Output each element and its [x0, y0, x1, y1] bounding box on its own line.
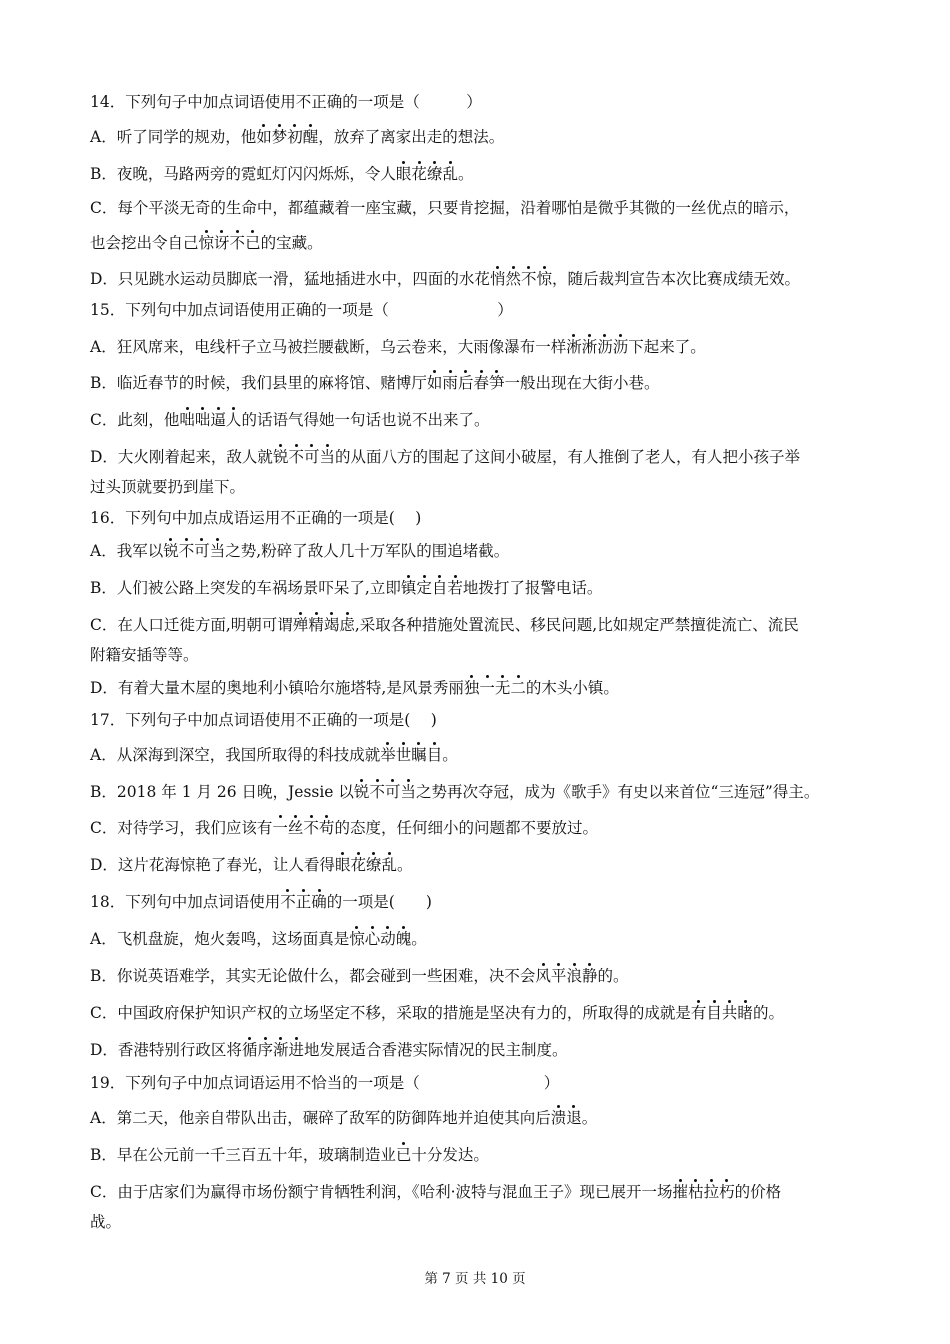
emphasized-phrase: 一丝不苟	[272, 819, 335, 837]
text-line	[90, 540, 865, 562]
text-segment: ,采取各种措施处置流民、移民问题,比如规定严禁擅徙流亡、流民	[354, 616, 799, 634]
text-segment: 。	[397, 856, 413, 874]
text-segment: 下起来了。	[628, 338, 706, 356]
emphasized-phrase: 已	[395, 1146, 412, 1164]
text-line	[90, 1181, 865, 1203]
text-segment: 的从面八方的围起了这间小破屋，有人推倒了老人，有人把小孩子举	[335, 448, 801, 466]
emphasized-phrase: 如梦初醒	[256, 128, 319, 146]
text-line	[90, 1211, 865, 1233]
text-segment: 的。	[597, 967, 629, 985]
text-segment: D．有着大量木屋的奥地利小镇哈尔施塔特,是风景秀丽	[90, 679, 464, 697]
text-line	[90, 1107, 865, 1129]
emphasized-phrase: 溃退	[550, 1109, 582, 1127]
text-segment: 。	[581, 1109, 598, 1127]
text-segment: 。	[411, 930, 427, 948]
text-line	[90, 197, 865, 219]
text-segment: 十分发达。	[411, 1146, 489, 1164]
text-line	[90, 817, 865, 839]
emphasized-phrase: 悄然不惊	[489, 270, 552, 288]
text-segment: 的宝藏。	[260, 234, 323, 252]
text-segment: B．夜晚，马路两旁的霓虹灯闪闪烁烁，令人	[90, 165, 396, 183]
text-segment: C．中国政府保护知识产权的立场坚定不移，采取的措施是坚决有力的，所取得的成就是	[90, 1004, 691, 1022]
text-line	[90, 928, 865, 950]
emphasized-phrase: 锐不可当	[163, 542, 226, 560]
emphasized-phrase: 殚精竭虑	[292, 616, 355, 634]
emphasized-phrase: 惊心动魄	[349, 930, 412, 948]
text-segment: B．你说英语难学，其实无论做什么，都会碰到一些困难，决不会	[90, 967, 536, 985]
text-segment: 附籍安插等等。	[90, 646, 199, 664]
emphasized-phrase: 锐不可当	[353, 783, 416, 801]
emphasized-phrase: 不正确	[280, 893, 327, 911]
text-segment: C．由于店家们为赢得市场份额宁肯牺牲利润，《哈利·波特与混血王子》现已展开一场	[90, 1183, 673, 1201]
text-line	[90, 1039, 865, 1061]
emphasized-phrase: 有目共睹	[690, 1004, 753, 1022]
text-segment: 的一项是( )	[326, 893, 432, 911]
emphasized-phrase: 摧枯拉朽	[672, 1183, 735, 1201]
text-segment: 19．下列句子中加点词语运用不恰当的一项是（ ）	[90, 1074, 560, 1092]
text-segment: 。	[457, 165, 474, 183]
text-segment: 14．下列句子中加点词语使用不正确的一项是（ ）	[90, 93, 482, 111]
text-line	[90, 965, 865, 987]
text-line	[90, 614, 865, 636]
text-line	[90, 476, 865, 498]
text-segment: A．飞机盘旋，炮火轰鸣，这场面真是	[90, 930, 350, 948]
text-segment: ，随后裁判宣告本次比赛成绩无效。	[552, 270, 801, 288]
emphasized-phrase: 如雨后春笋	[426, 374, 505, 392]
text-segment: C．此刻，他	[90, 411, 180, 429]
text-segment: D．大火刚着起来，敌人就	[90, 448, 273, 466]
emphasized-phrase: 咄咄逼人	[179, 411, 242, 429]
text-segment: B．临近春节的时候，我们县里的麻将馆、赌博厅	[90, 374, 427, 392]
text-segment: 的价格	[734, 1183, 782, 1201]
emphasized-phrase: 眼花缭乱	[395, 165, 458, 183]
text-line	[90, 709, 865, 731]
text-line	[90, 854, 865, 876]
text-segment: 过头顶就要扔到崖下。	[90, 478, 246, 496]
text-line	[90, 299, 865, 321]
text-line	[90, 507, 865, 529]
text-line	[90, 409, 865, 431]
text-segment: 18．下列句中加点词语使用	[90, 893, 281, 911]
text-segment: D．这片花海惊艳了春光，让人看得	[90, 856, 335, 874]
text-segment: B．2018 年 1 月 26 日晚，Jessie 以	[90, 783, 354, 801]
text-segment: A．听了同学的规劝，他	[90, 128, 257, 146]
text-segment: 之势,粉碎了敌人几十万军队的围追堵截。	[225, 542, 510, 560]
text-line	[90, 677, 865, 699]
text-line	[90, 1144, 865, 1166]
text-segment: 的。	[752, 1004, 784, 1022]
text-line	[90, 268, 865, 290]
text-segment: 也会挖出令自己	[90, 234, 199, 252]
text-segment: 的话语气得她一句话也说不出来了。	[241, 411, 490, 429]
text-line	[90, 891, 865, 913]
emphasized-phrase: 风平浪静	[535, 967, 598, 985]
text-segment: 的态度，任何细小的问题都不要放过。	[334, 819, 598, 837]
text-line	[90, 163, 865, 185]
text-segment: 。	[442, 746, 458, 764]
text-segment: 17．下列句子中加点词语使用不正确的一项是( )	[90, 711, 437, 729]
text-segment: 战。	[90, 1213, 122, 1231]
text-segment: 地发展适合香港实际情况的民主制度。	[304, 1041, 568, 1059]
emphasized-phrase: 举世瞩目	[380, 746, 443, 764]
text-segment: A．从深海到深空，我国所取得的科技成就	[90, 746, 381, 764]
text-line	[90, 1072, 865, 1094]
text-segment: C．对待学习，我们应该有	[90, 819, 273, 837]
text-segment: C．每个平淡无奇的生命中，都蕴藏着一座宝藏，只要肯挖掘，沿着哪怕是微乎其微的一丝优点的暗示，	[90, 199, 800, 217]
emphasized-phrase: 锐不可当	[272, 448, 335, 466]
text-segment: 之势再次夺冠，成为《歌手》有史以来首位“三连冠”得主。	[415, 783, 820, 801]
text-segment: 一般出现在大街小巷。	[504, 374, 660, 392]
text-segment: 地拨打了报警电话。	[462, 579, 603, 597]
text-line	[90, 1002, 865, 1024]
text-segment: 16．下列句中加点成语运用不正确的一项是( )	[90, 509, 422, 527]
text-segment: D．只见跳水运动员脚底一滑，猛地插进水中，四面的水花	[90, 270, 490, 288]
text-line	[90, 372, 865, 394]
text-line	[90, 744, 865, 766]
text-line	[90, 232, 865, 254]
text-segment: A．我军以	[90, 542, 164, 560]
text-segment: D．香港特别行政区将	[90, 1041, 242, 1059]
text-line	[90, 336, 865, 358]
text-segment: 的木头小镇。	[525, 679, 619, 697]
emphasized-phrase: 惊讶不已	[198, 234, 261, 252]
text-line	[90, 577, 865, 599]
text-line	[90, 644, 865, 666]
emphasized-phrase: 镇定自若	[400, 579, 463, 597]
text-segment: C．在人口迁徙方面,明朝可谓	[90, 616, 293, 634]
emphasized-phrase: 独一无二	[463, 679, 526, 697]
text-segment: B．人们被公路上突发的车祸场景吓呆了,立即	[90, 579, 401, 597]
text-segment: B．早在公元前一千三百五十年，玻璃制造业	[90, 1146, 396, 1164]
text-segment: A．狂风席来，电线杆子立马被拦腰截断，乌云卷来，大雨像瀑布一样	[90, 338, 567, 356]
emphasized-phrase: 眼花缭乱	[334, 856, 397, 874]
page-footer: 第 7 页 共 10 页	[424, 1271, 526, 1287]
text-line	[90, 781, 865, 803]
text-segment: A．第二天，他亲自带队出击，碾碎了敌军的防御阵地并迫使其向后	[90, 1109, 551, 1127]
text-segment: ，放弃了离家出走的想法。	[318, 128, 505, 146]
text-line	[90, 446, 865, 468]
text-segment: 15．下列句中加点词语使用正确的一项是（ ）	[90, 301, 513, 319]
emphasized-phrase: 循序渐进	[241, 1041, 304, 1059]
text-line	[90, 91, 865, 113]
emphasized-phrase: 淅淅沥沥	[566, 338, 629, 356]
text-line	[90, 126, 865, 148]
